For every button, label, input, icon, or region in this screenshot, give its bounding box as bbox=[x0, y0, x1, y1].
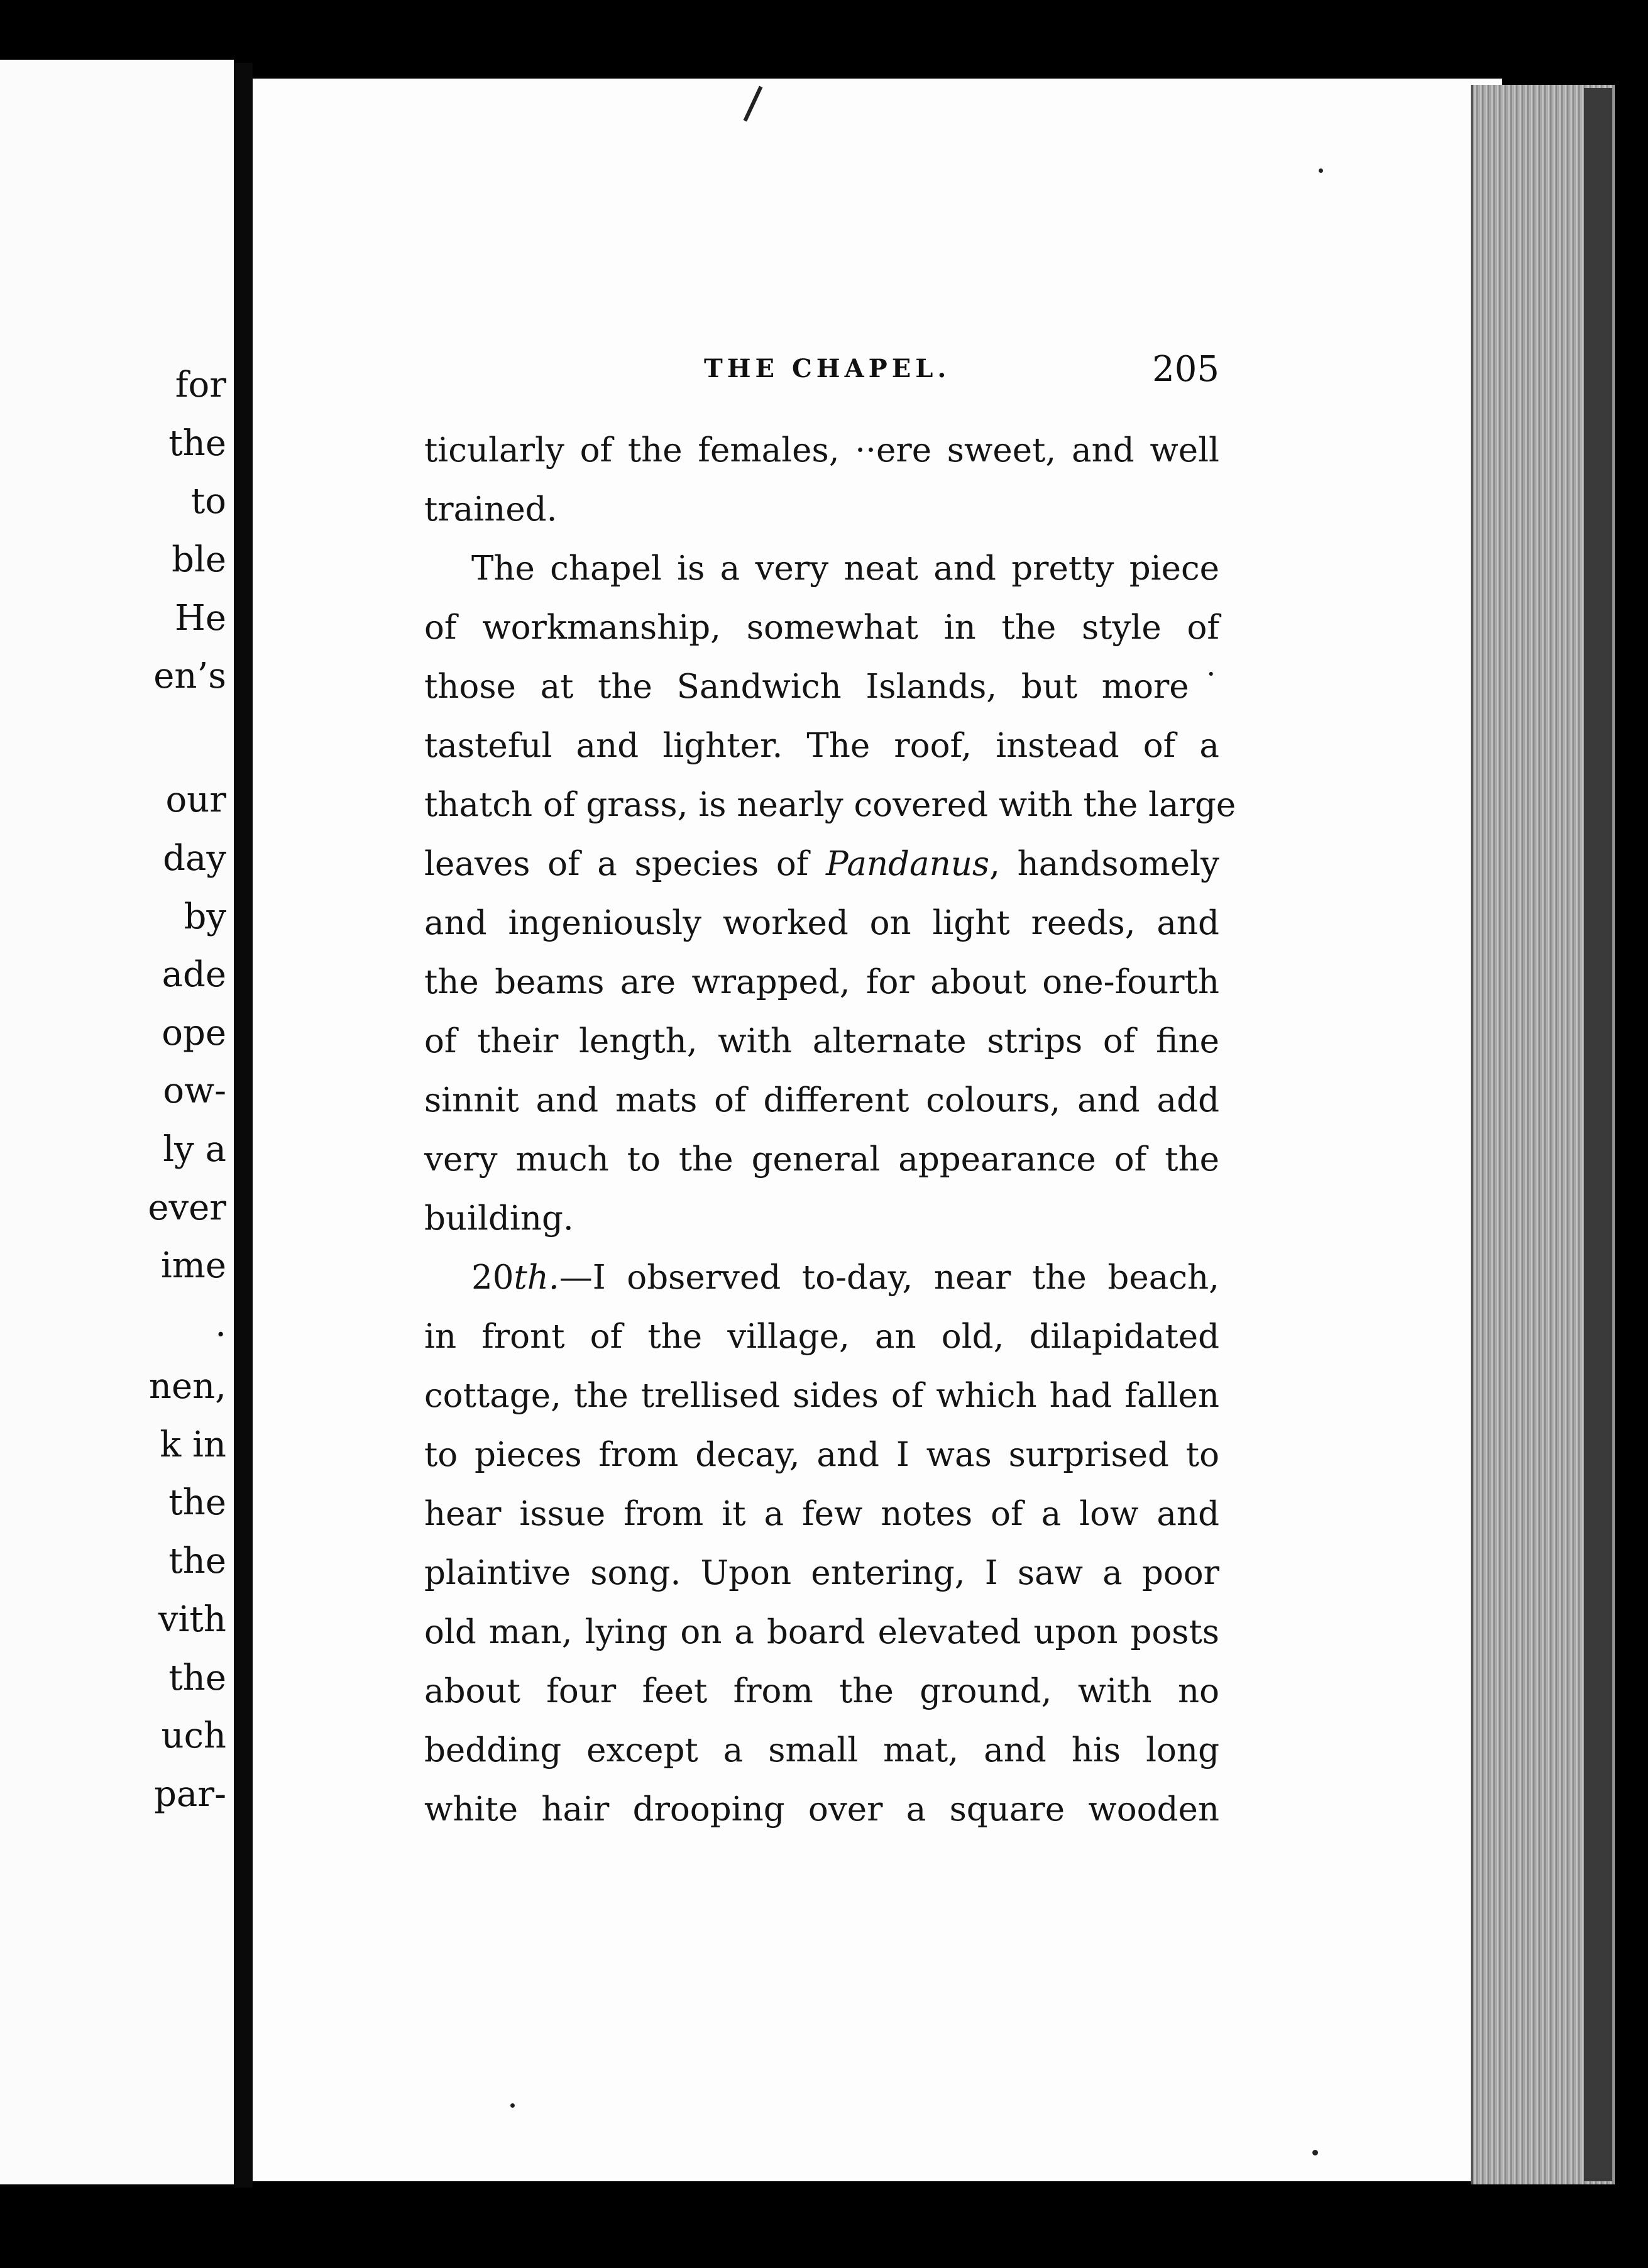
scan-speck bbox=[1319, 168, 1323, 173]
book-gutter bbox=[234, 63, 253, 2188]
left-page-line: ly a bbox=[163, 1129, 226, 1170]
text-line: old man, lying on a board elevated upon posts bbox=[424, 1613, 1219, 1651]
left-page-line: ow- bbox=[163, 1071, 226, 1111]
scan-speck bbox=[1312, 2150, 1318, 2155]
left-page-line: k in bbox=[160, 1424, 226, 1465]
text-line: sinnit and mats of different colours, and add bbox=[424, 1081, 1219, 1120]
left-page-line: . bbox=[215, 1304, 226, 1345]
left-page-line: by bbox=[184, 896, 226, 937]
left-page-line: ime bbox=[160, 1245, 226, 1286]
text-line: The chapel is a very neat and pretty piece bbox=[471, 549, 1219, 588]
scan-speck bbox=[510, 2103, 515, 2108]
text-line: those at the Sandwich Islands, but more˙ bbox=[424, 668, 1219, 706]
left-page-line: for bbox=[175, 365, 226, 405]
text-line: tasteful and lighter. The roof, instead of a bbox=[424, 727, 1219, 765]
page-edge-shadow bbox=[1584, 88, 1612, 2181]
text-line: trained. bbox=[424, 490, 558, 529]
text-line: and ingeniously worked on light reeds, and bbox=[424, 904, 1219, 942]
left-page-line: en’s bbox=[153, 656, 226, 696]
text-line: very much to the general appearance of the bbox=[424, 1140, 1219, 1179]
left-page-line: ble bbox=[172, 539, 226, 580]
left-page-line: nen, bbox=[148, 1366, 226, 1407]
text-line: cottage, the trellised sides of which had fallen bbox=[424, 1377, 1219, 1415]
text-line: 20th.—I observed to-day, near the beach, bbox=[471, 1258, 1219, 1297]
left-page-line: par- bbox=[154, 1774, 226, 1815]
text-line: ticularly of the females, ··ere sweet, and well bbox=[424, 431, 1219, 470]
left-page-line: the bbox=[168, 1658, 226, 1698]
page-header bbox=[704, 349, 1219, 393]
text-line: building. bbox=[424, 1199, 574, 1238]
running-head: THE CHAPEL. bbox=[704, 354, 951, 383]
left-page-line: our bbox=[165, 779, 226, 820]
left-page-fragment bbox=[0, 60, 234, 2184]
text-line: the beams are wrapped, for about one-fourth bbox=[424, 963, 1219, 1001]
text-line: plaintive song. Upon entering, I saw a poor bbox=[424, 1554, 1219, 1592]
left-page-line: the bbox=[168, 423, 226, 464]
left-page-line: vith bbox=[158, 1599, 226, 1640]
left-page-line: day bbox=[163, 838, 226, 879]
body-text bbox=[424, 421, 1236, 1839]
left-page-line: the bbox=[168, 1482, 226, 1523]
page-number: 205 bbox=[1152, 349, 1219, 390]
text-line: white hair drooping over a square wooden bbox=[424, 1790, 1219, 1829]
text-line: of their length, with alternate strips of fine bbox=[424, 1022, 1219, 1060]
text-line: about four feet from the ground, with no bbox=[424, 1672, 1219, 1710]
left-page-line: ope bbox=[162, 1013, 226, 1054]
text-line: hear issue from it a few notes of a low and bbox=[424, 1495, 1219, 1533]
text-line: in front of the village, an old, dilapidated bbox=[424, 1318, 1219, 1356]
text-line: thatch of grass, is nearly covered with the large bbox=[424, 786, 1236, 824]
text-line: bedding except a small mat, and his long bbox=[424, 1731, 1219, 1770]
left-page-line: uch bbox=[161, 1715, 226, 1756]
text-line: leaves of a species of Pandanus, handsomely bbox=[424, 845, 1219, 883]
left-page-line: ade bbox=[162, 954, 226, 995]
left-page-line: He bbox=[175, 598, 226, 639]
left-page-line: the bbox=[168, 1541, 226, 1582]
text-line: to pieces from decay, and I was surprised to bbox=[424, 1436, 1219, 1474]
text-line: of workmanship, somewhat in the style of bbox=[424, 608, 1219, 647]
left-page-line: to bbox=[190, 481, 226, 522]
left-page-line: ever bbox=[148, 1187, 226, 1228]
